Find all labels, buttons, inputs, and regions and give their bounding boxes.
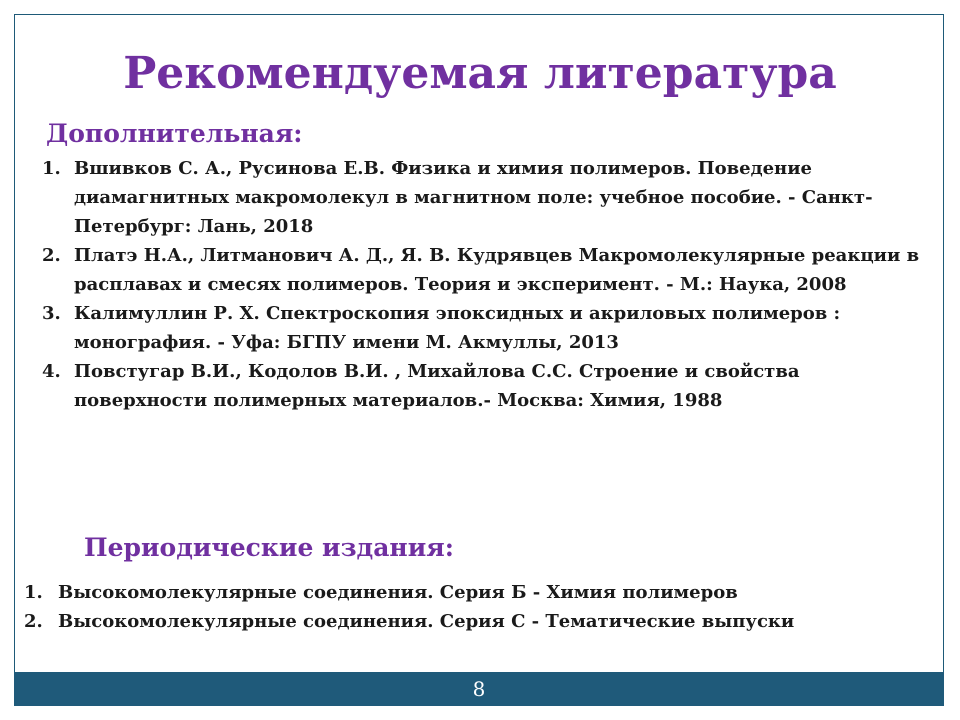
list-item-number: 4. [42,361,61,382]
list-item [42,241,922,299]
page-number: 8 [472,677,486,701]
list-item-number: 1. [42,158,61,179]
footer-bar [14,672,944,706]
list-item-text: Вшивков С. А., Русинова Е.В. Физика и химия полимеров. Поведение диамагнитных макромолекул в магнитном поле: учебное пособие. - Санкт-Петербург: Лань, 2018 [74,158,873,237]
additional-literature-list [42,154,922,415]
periodicals-heading: Периодические издания: [84,533,454,562]
slide-title: Рекомендуемая литература [123,48,837,99]
list-item-text: Калимуллин Р. Х. Спектроскопия эпоксидных и акриловых полимеров : монография. - Уфа: БГПУ имени М. Акмуллы, 2013 [74,303,841,353]
list-item [42,357,922,415]
list-item-number: 2. [24,611,43,632]
list-item-number: 3. [42,303,61,324]
additional-literature-heading: Дополнительная: [46,119,303,148]
list-item-number: 1. [24,582,43,603]
list-item [24,607,924,636]
list-item [42,299,922,357]
list-item-text: Платэ Н.А., Литманович А. Д., Я. В. Кудрявцев Макромолекулярные реакции в расплавах и смесях полимеров. Теория и эксперимент. - М.: Наука, 2008 [74,245,920,295]
list-item-text: Высокомолекулярные соединения. Серия С - Тематические выпуски [58,611,795,632]
periodicals-list [24,578,924,636]
list-item-text: Повстугар В.И., Кодолов В.И. , Михайлова С.С. Строение и свойства поверхности полимерных материалов.- Москва: Химия, 1988 [74,361,800,411]
list-item-number: 2. [42,245,61,266]
list-item [42,154,922,241]
list-item-text: Высокомолекулярные соединения. Серия Б - Химия полимеров [58,582,738,603]
list-item [24,578,924,607]
